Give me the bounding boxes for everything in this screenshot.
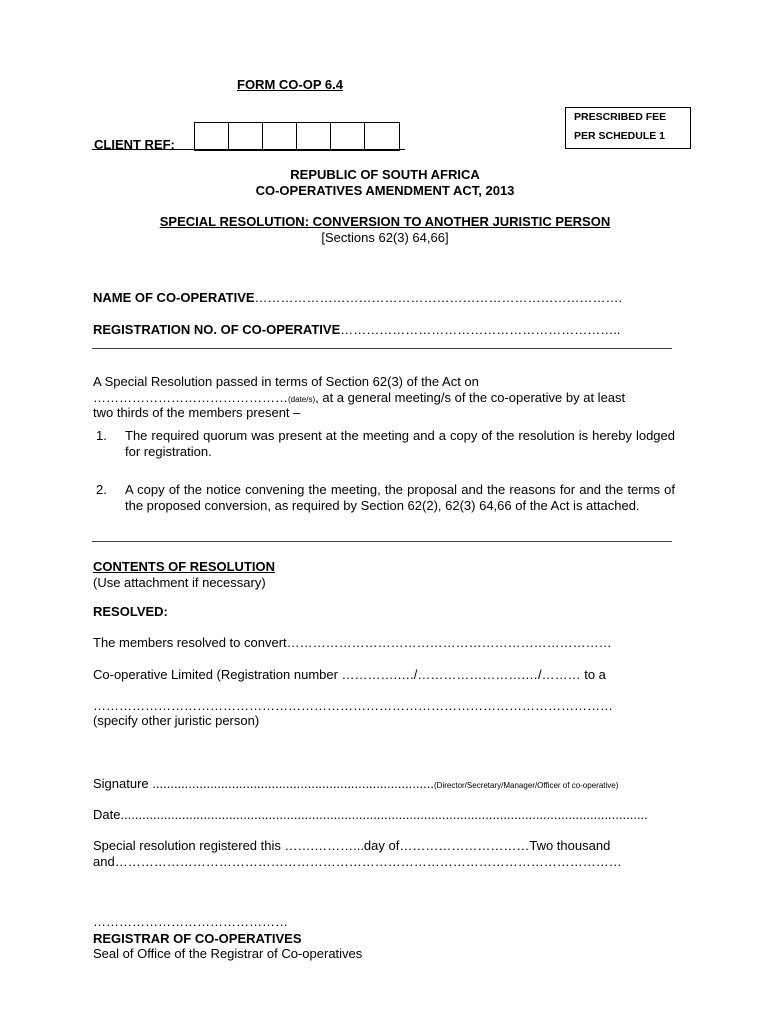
resolved-label: RESOLVED:: [93, 604, 168, 619]
coop-registration-line[interactable]: Co-operative Limited (Registration number ………….…./…………………….…/……… to a: [93, 667, 606, 682]
intro-line-2-rest: , at a general meeting/s of the co-operative by at least: [315, 390, 626, 405]
form-title: FORM CO-OP 6.4: [237, 77, 343, 92]
client-ref-box[interactable]: [365, 123, 399, 150]
registered-line-2[interactable]: and………………………………………………………………………………………………………: [93, 854, 622, 869]
specify-note: (specify other juristic person): [93, 713, 260, 728]
other-juristic-person-dots[interactable]: …………………………………………………………………………………………………………: [93, 698, 613, 713]
contents-title: CONTENTS OF RESOLUTION: [93, 559, 275, 574]
signature-row[interactable]: [93, 776, 618, 794]
divider: [92, 348, 672, 349]
prescribed-fee-box: [565, 107, 691, 149]
item-number: 1.: [96, 428, 107, 443]
name-of-cooperative-row[interactable]: [93, 290, 622, 306]
name-label: NAME OF CO-OPERATIVE: [93, 290, 255, 305]
client-ref-boxes[interactable]: [194, 122, 400, 151]
list-item: [96, 482, 676, 530]
client-ref-box[interactable]: [297, 123, 331, 150]
client-ref-underline: [92, 149, 405, 150]
signature-label: Signature: [93, 776, 149, 791]
client-ref-label: CLIENT REF:: [94, 137, 175, 152]
client-ref-box[interactable]: [229, 123, 263, 150]
resolution-title: SPECIAL RESOLUTION: CONVERSION TO ANOTHER JURISTIC PERSON: [159, 214, 611, 229]
members-resolved-line[interactable]: The members resolved to convert…………………………………………………………………: [93, 635, 612, 650]
act-heading: CO-OPERATIVES AMENDMENT ACT, 2013: [255, 183, 515, 198]
registrar-seal: Seal of Office of the Registrar of Co-operatives: [93, 946, 363, 961]
item-text: A copy of the notice convening the meeting, the proposal and the reasons for and the terms of the proposed conversion, as required by Section 62(2), 62(3) 64,66 of the Act is attached.: [125, 482, 675, 513]
signature-dots[interactable]: ..............................................................................: [152, 776, 435, 791]
signature-note: (Director/Secretary/Manager/Officer of co-operative): [434, 781, 619, 790]
date-dots[interactable]: ………………………………………: [93, 390, 288, 405]
divider: [92, 541, 672, 542]
fee-line-1: PRESCRIBED FEE: [574, 111, 667, 123]
list-item: [96, 428, 676, 460]
registrar-title: REGISTRAR OF CO-OPERATIVES: [93, 931, 302, 946]
client-ref-box[interactable]: [331, 123, 365, 150]
sections-reference: [Sections 62(3) 64,66]: [321, 230, 449, 245]
contents-note: (Use attachment if necessary): [93, 575, 266, 590]
fee-line-2: PER SCHEDULE 1: [574, 130, 666, 142]
registrar-signature-dots[interactable]: ………………………………………: [93, 914, 288, 929]
item-text: The required quorum was present at the meeting and a copy of the resolution is hereby lodged for registration.: [125, 428, 675, 459]
date-line[interactable]: Date..................................................................................................................................................: [93, 807, 648, 822]
date-note: (date/s): [288, 395, 316, 404]
item-number: 2.: [96, 482, 107, 497]
intro-line-3: two thirds of the members present –: [93, 405, 301, 420]
registration-number-row[interactable]: [93, 322, 620, 338]
intro-line-1: A Special Resolution passed in terms of Section 62(3) of the Act on: [93, 374, 479, 389]
reg-dots[interactable]: ………………………………………………………..: [340, 322, 621, 337]
client-ref-box[interactable]: [263, 123, 297, 150]
reg-label: REGISTRATION NO. OF CO-OPERATIVE: [93, 322, 341, 337]
client-ref-box[interactable]: [195, 123, 229, 150]
name-dots[interactable]: ………………………………………………………………………….: [254, 290, 623, 305]
registered-line-1[interactable]: Special resolution registered this …….………...day of…………………………Two thousand: [93, 838, 611, 853]
country-heading: REPUBLIC OF SOUTH AFRICA: [290, 167, 480, 182]
